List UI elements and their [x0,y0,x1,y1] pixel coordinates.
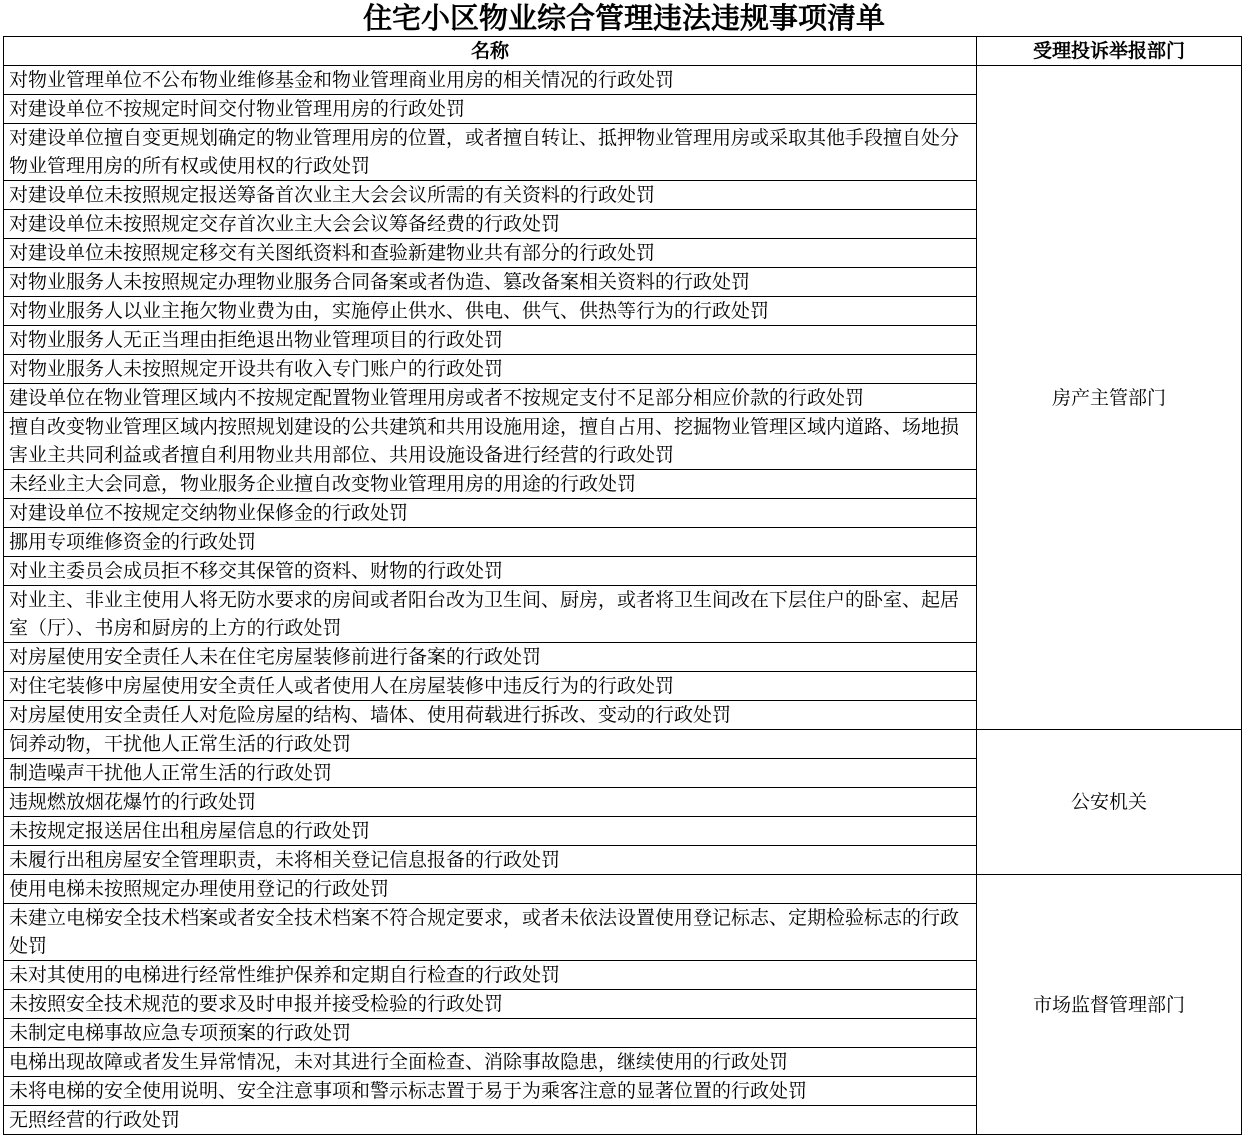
item-name-cell: 未对其使用的电梯进行经常性维护保养和定期自行检查的行政处罚 [4,961,977,990]
item-name-cell: 对建设单位未按照规定交存首次业主大会会议筹备经费的行政处罚 [4,210,977,239]
item-name-cell: 对建设单位未按照规定报送筹备首次业主大会会议所需的有关资料的行政处罚 [4,181,977,210]
item-name-cell: 未履行出租房屋安全管理职责，未将相关登记信息报备的行政处罚 [4,846,977,875]
page-title: 住宅小区物业综合管理违法违规事项清单 [362,1,885,35]
item-name-cell: 制造噪声干扰他人正常生活的行政处罚 [4,759,977,788]
item-name-cell: 擅自改变物业管理区域内按照规划建设的公共建筑和共用设施用途，擅自占用、挖掘物业管理区域内道路、场地损害业主共同利益或者擅自利用物业共用部位、共用设施设备进行经营的行政处罚 [4,413,977,470]
item-name-cell: 挪用专项维修资金的行政处罚 [4,528,977,557]
item-name-cell: 无照经营的行政处罚 [4,1106,977,1135]
table-row [4,730,1242,759]
item-name-cell: 对建设单位不按规定交纳物业保修金的行政处罚 [4,499,977,528]
item-name-cell: 对业主委员会成员拒不移交其保管的资料、财物的行政处罚 [4,557,977,586]
item-name-cell: 未按规定报送居住出租房屋信息的行政处罚 [4,817,977,846]
item-name-cell: 对物业服务人无正当理由拒绝退出物业管理项目的行政处罚 [4,326,977,355]
item-name-cell: 对房屋使用安全责任人对危险房屋的结构、墙体、使用荷载进行拆改、变动的行政处罚 [4,701,977,730]
header-dept: 受理投诉举报部门 [977,37,1242,66]
item-name-cell: 对建设单位擅自变更规划确定的物业管理用房的位置，或者擅自转让、抵押物业管理用房或采取其他手段擅自处分物业管理用房的所有权或使用权的行政处罚 [4,124,977,181]
dept-cell: 房产主管部门 [977,66,1242,730]
item-name-cell: 未将电梯的安全使用说明、安全注意事项和警示标志置于易于为乘客注意的显著位置的行政处罚 [4,1077,977,1106]
violations-table [3,36,1242,1135]
item-name-cell: 未经业主大会同意，物业服务企业擅自改变物业管理用房的用途的行政处罚 [4,470,977,499]
table-body [4,66,1242,1135]
item-name-cell: 未制定电梯事故应急专项预案的行政处罚 [4,1019,977,1048]
item-name-cell: 未按照安全技术规范的要求及时申报并接受检验的行政处罚 [4,990,977,1019]
item-name-cell: 对物业服务人未按照规定办理物业服务合同备案或者伪造、篡改备案相关资料的行政处罚 [4,268,977,297]
item-name-cell: 违规燃放烟花爆竹的行政处罚 [4,788,977,817]
item-name-cell: 未建立电梯安全技术档案或者安全技术档案不符合规定要求，或者未依法设置使用登记标志、定期检验标志的行政处罚 [4,904,977,961]
item-name-cell: 对房屋使用安全责任人未在住宅房屋装修前进行备案的行政处罚 [4,643,977,672]
item-name-cell: 对物业管理单位不公布物业维修基金和物业管理商业用房的相关情况的行政处罚 [4,66,977,95]
item-name-cell: 对物业服务人未按照规定开设共有收入专门账户的行政处罚 [4,355,977,384]
item-name-cell: 建设单位在物业管理区域内不按规定配置物业管理用房或者不按规定支付不足部分相应价款的行政处罚 [4,384,977,413]
item-name-cell: 饲养动物，干扰他人正常生活的行政处罚 [4,730,977,759]
item-name-cell: 使用电梯未按照规定办理使用登记的行政处罚 [4,875,977,904]
dept-cell: 公安机关 [977,730,1242,875]
item-name-cell: 电梯出现故障或者发生异常情况，未对其进行全面检查、消除事故隐患，继续使用的行政处罚 [4,1048,977,1077]
item-name-cell: 对物业服务人以业主拖欠物业费为由，实施停止供水、供电、供气、供热等行为的行政处罚 [4,297,977,326]
table-row [4,875,1242,904]
item-name-cell: 对建设单位不按规定时间交付物业管理用房的行政处罚 [4,95,977,124]
item-name-cell: 对住宅装修中房屋使用安全责任人或者使用人在房屋装修中违反行为的行政处罚 [4,672,977,701]
header-row [4,37,1242,66]
item-name-cell: 对业主、非业主使用人将无防水要求的房间或者阳台改为卫生间、厨房，或者将卫生间改在下层住户的卧室、起居室（厅）、书房和厨房的上方的行政处罚 [4,586,977,643]
item-name-cell: 对建设单位未按照规定移交有关图纸资料和查验新建物业共有部分的行政处罚 [4,239,977,268]
table-row [4,66,1242,95]
dept-cell: 市场监督管理部门 [977,875,1242,1135]
header-name: 名称 [4,37,977,66]
